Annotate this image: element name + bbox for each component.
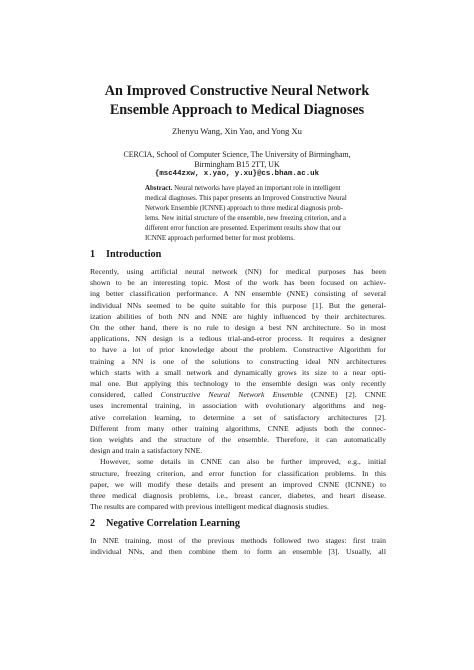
body-line: ization abilities of both NN and NNE are highly influenced by their architectures. <box>90 311 386 321</box>
section-body <box>90 266 386 512</box>
section-title: Negative Correlation Learning <box>106 518 240 529</box>
abstract-line: Network Ensemble (ICNNE) approach to three medical diagnosis prob- <box>145 204 343 212</box>
abstract <box>145 184 347 244</box>
body-line: However, some details in CNNE can also be further improved, e.g., initial <box>100 457 386 467</box>
abstract-line: different error function are presented. Experiment results show that our <box>145 224 342 232</box>
author-emails: {msc44zxw, x.yao, y.xu}@cs.bham.ac.uk <box>154 169 320 178</box>
body-line: Recently, using artificial neural network (NN) for medical purposes has been <box>90 267 386 276</box>
body-line: to have a lot of prior knowledge about the problem. Constructive Algorithm for <box>90 345 386 355</box>
body-line: uses incremental training, in association with evolutionary algorithms and neg- <box>90 401 386 411</box>
body-line: considered, called Constructive Neural Network Ensemble (CNNE) [2]. CNNE <box>90 390 386 400</box>
body-line: paper, we will modify these details and present an improved CNNE (ICNNE) to <box>90 479 386 489</box>
body-line: which starts with a small network and dynamically grows its size to a near opti- <box>90 367 386 377</box>
affiliation-line: Birmingham B15 2TT, UK <box>194 159 280 169</box>
abstract-line: Abstract. Neural networks have played an important role in intelligent <box>145 185 341 192</box>
abstract-line: lems. New initial structure of the ensemble, new freezing criterion, and a <box>145 214 346 222</box>
body-line: ative correlation learning, to determine a set of satisfactory architectures [2]. <box>90 412 386 422</box>
body-line: applications, NN design is a tedious trial-and-error process. It requires a designer <box>90 334 386 344</box>
section-number: 1 <box>90 249 96 260</box>
body-line: In NNE training, most of the previous methods followed two stages: first train <box>90 536 386 545</box>
title-line: An Improved Constructive Neural Network <box>104 83 370 99</box>
section-heading <box>90 518 240 529</box>
affiliation-line: CERCIA, School of Computer Science, The University of Birmingham, <box>123 150 351 159</box>
body-line: Different from many other training algorithms, CNNE adjusts both the connec- <box>90 423 386 433</box>
abstract-label: Abstract. <box>145 185 173 192</box>
body-line: structure, freezing criterion, and error function for classification problems. In this <box>90 468 386 478</box>
abstract-line: ICNNE approach performed better for most problems. <box>145 234 295 242</box>
body-line: shown to be an interesting topic. Most of the work has been focused on achiev- <box>90 278 386 288</box>
body-line: On the other hand, there is no rule to design a best NN architecture. So in most <box>90 323 386 333</box>
body-line: The results are compared with previous intelligent medical diagnosis studies. <box>90 502 329 512</box>
section-title: Introduction <box>106 249 162 260</box>
body-line: design and train a satisfactory NNE. <box>90 446 203 456</box>
paper-title <box>0 82 474 120</box>
body-line: mal one. But applying this technology to the ensemble design was only recently <box>90 379 386 389</box>
section-number: 2 <box>90 518 96 529</box>
body-line: three medical diagnosis problems, i.e., breast cancer, diabetes, and heart disease. <box>90 491 386 501</box>
body-line: tion weights and the structure of the ensemble. Therefore, it can automatically <box>90 435 386 445</box>
author-list: Zhenyu Wang, Xin Yao, and Yong Xu <box>172 126 302 136</box>
body-line: ing better classification performance. A NN ensemble (NNE) consisting of several <box>90 289 386 299</box>
body-line: individual NNs seemed to be quite suitable for this purpose [1]. But the general- <box>90 300 386 310</box>
title-line: Ensemble Approach to Medical Diagnoses <box>109 102 365 118</box>
abstract-line: medical diagnoses. This paper presents an Improved Constructive Neural <box>145 194 347 202</box>
body-line: training a NN is one of the solutions to constructing ideal NN architectures <box>90 356 386 366</box>
body-line: individual NNs, and then combine them to form an ensemble [3]. Usually, all <box>90 547 386 557</box>
affiliation <box>0 150 474 179</box>
section-heading <box>90 249 161 260</box>
section-body <box>90 535 386 557</box>
